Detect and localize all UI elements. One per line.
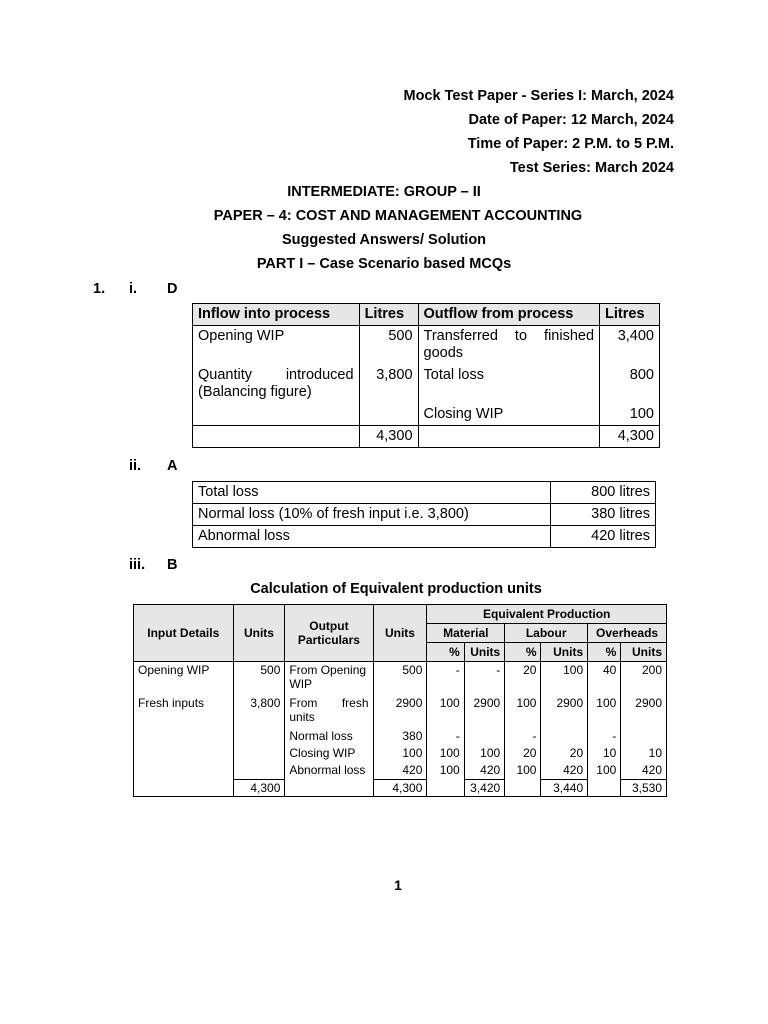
column-header: Units (541, 643, 588, 662)
inflow-label: Quantity introduced (Balancing figure) (198, 366, 354, 400)
column-header: Outflow from process (418, 304, 600, 326)
table-cell: Closing WIP (285, 745, 373, 762)
table-cell: 100 (541, 662, 588, 696)
header-line-time: Time of Paper: 2 P.M. to 5 P.M. (467, 136, 674, 152)
answer-i: D (167, 281, 178, 297)
table-cell: 380 litres (551, 504, 656, 526)
table-cell: 800 litres (551, 482, 656, 504)
header-line-test-series: Test Series: March 2024 (509, 160, 674, 176)
table-row (193, 526, 656, 548)
table-cell (418, 326, 600, 365)
table-cell (193, 365, 360, 404)
column-header: Litres (600, 304, 660, 326)
table-cell (464, 728, 504, 745)
table-cell (505, 780, 541, 797)
page-number: 1 (394, 877, 402, 893)
question-part-iii: iii. (129, 557, 146, 573)
question-part-i: i. (129, 281, 138, 297)
table-row (134, 662, 667, 696)
table-cell: - (588, 728, 621, 745)
equivalent-production-table (133, 604, 667, 797)
table-cell: 420 (373, 762, 427, 780)
column-header: Litres (359, 304, 418, 326)
table-total-row (193, 425, 660, 447)
table-cell: Normal loss (285, 728, 373, 745)
header-line-date: Date of Paper: 12 March, 2024 (468, 112, 674, 128)
table-cell: From fresh units (285, 695, 373, 728)
table-cell: 500 (233, 662, 285, 696)
table-cell: 2900 (541, 695, 588, 728)
table-row (134, 745, 667, 762)
equivalent-production-title: Calculation of Equivalent production units (250, 581, 542, 597)
total-cell: 3,440 (541, 780, 588, 797)
total-cell: 4,300 (359, 425, 418, 447)
table-cell: Normal loss (10% of fresh input i.e. 3,800) (193, 504, 551, 526)
question-part-ii: ii. (129, 458, 142, 474)
total-cell: 3,530 (621, 780, 667, 797)
total-cell: 4,300 (373, 780, 427, 797)
table-cell: Fresh inputs (134, 695, 234, 728)
column-header: Material (427, 624, 505, 643)
title-group: INTERMEDIATE: GROUP – II (287, 184, 481, 200)
table-cell: 100 (427, 695, 464, 728)
table-cell (134, 728, 234, 745)
table-cell: 100 (373, 745, 427, 762)
outflow-label: Transferred to finished goods (423, 328, 595, 361)
table-cell (621, 728, 667, 745)
answer-ii: A (167, 458, 178, 474)
table-cell: 200 (621, 662, 667, 696)
table-total-row (134, 780, 667, 797)
table-cell (588, 780, 621, 797)
table-row (134, 695, 667, 728)
table-cell: 100 (505, 762, 541, 780)
table-row (193, 365, 660, 404)
header-line-series: Mock Test Paper - Series I: March, 2024 (403, 88, 674, 104)
column-header: % (588, 643, 621, 662)
table-cell (134, 762, 234, 780)
table-cell (418, 425, 600, 447)
table-cell: 380 (373, 728, 427, 745)
table-cell: From Opening WIP (285, 662, 373, 696)
column-header: Labour (505, 624, 588, 643)
table-cell: 3,800 (233, 695, 285, 728)
table-cell (134, 780, 234, 797)
table-cell: 2900 (373, 695, 427, 728)
table-cell: 40 (588, 662, 621, 696)
table-cell: 10 (621, 745, 667, 762)
table-header-row (134, 605, 667, 624)
table-cell (285, 780, 373, 797)
table-cell: 800 (600, 365, 660, 404)
table-cell: 420 litres (551, 526, 656, 548)
table-cell: Closing WIP (418, 404, 600, 426)
title-paper: PAPER – 4: COST AND MANAGEMENT ACCOUNTING (213, 208, 583, 224)
column-header: Units (373, 605, 427, 662)
total-cell: 3,420 (464, 780, 504, 797)
table-cell: Opening WIP (134, 662, 234, 696)
title-suggested-answers: Suggested Answers/ Solution (281, 232, 487, 248)
table-cell: 100 (505, 695, 541, 728)
table-cell (193, 404, 360, 426)
table-cell: 3,800 (359, 365, 418, 404)
column-header: Output Particulars (285, 605, 373, 662)
column-header: Units (233, 605, 285, 662)
column-header: Input Details (134, 605, 234, 662)
table-cell: 3,400 (600, 326, 660, 365)
table-row (193, 504, 656, 526)
column-header: Equivalent Production (427, 605, 667, 624)
table-cell: 2900 (621, 695, 667, 728)
table-cell: - (505, 728, 541, 745)
table-cell: 100 (600, 404, 660, 426)
total-cell: 4,300 (233, 780, 285, 797)
table-cell (233, 728, 285, 745)
table-cell: 2900 (464, 695, 504, 728)
table-cell: - (427, 662, 464, 696)
table-cell (541, 728, 588, 745)
table-cell: 100 (427, 745, 464, 762)
process-account-table (192, 303, 660, 448)
table-cell (427, 780, 464, 797)
question-number: 1. (93, 281, 106, 297)
table-cell: 20 (541, 745, 588, 762)
table-row (193, 326, 660, 365)
table-row (193, 482, 656, 504)
table-header-row (193, 304, 660, 326)
table-cell: 20 (505, 662, 541, 696)
table-row (134, 762, 667, 780)
table-cell (233, 745, 285, 762)
column-header: Inflow into process (193, 304, 360, 326)
table-cell: 500 (359, 326, 418, 365)
column-header: Units (621, 643, 667, 662)
table-row (193, 404, 660, 426)
table-cell: 100 (464, 745, 504, 762)
answer-iii: B (167, 557, 178, 573)
loss-table (192, 481, 656, 548)
table-cell: 500 (373, 662, 427, 696)
table-cell: Abnormal loss (285, 762, 373, 780)
table-cell: - (427, 728, 464, 745)
title-part: PART I – Case Scenario based MCQs (256, 256, 512, 272)
table-row (134, 728, 667, 745)
table-cell (193, 425, 360, 447)
table-cell (134, 745, 234, 762)
table-cell (233, 762, 285, 780)
column-header: Overheads (588, 624, 667, 643)
table-cell: Opening WIP (193, 326, 360, 365)
table-cell: Total loss (418, 365, 600, 404)
table-cell: 10 (588, 745, 621, 762)
table-cell (359, 404, 418, 426)
table-cell: Total loss (193, 482, 551, 504)
table-cell: Abnormal loss (193, 526, 551, 548)
equivalent-production-body (134, 662, 667, 780)
column-header: % (505, 643, 541, 662)
table-cell: 420 (464, 762, 504, 780)
table-cell: 100 (588, 762, 621, 780)
table-cell: 20 (505, 745, 541, 762)
table-cell: 100 (427, 762, 464, 780)
table-cell: 420 (541, 762, 588, 780)
table-cell: 100 (588, 695, 621, 728)
column-header: % (427, 643, 464, 662)
total-cell: 4,300 (600, 425, 660, 447)
column-header: Units (464, 643, 504, 662)
table-cell: 420 (621, 762, 667, 780)
table-cell: - (464, 662, 504, 696)
